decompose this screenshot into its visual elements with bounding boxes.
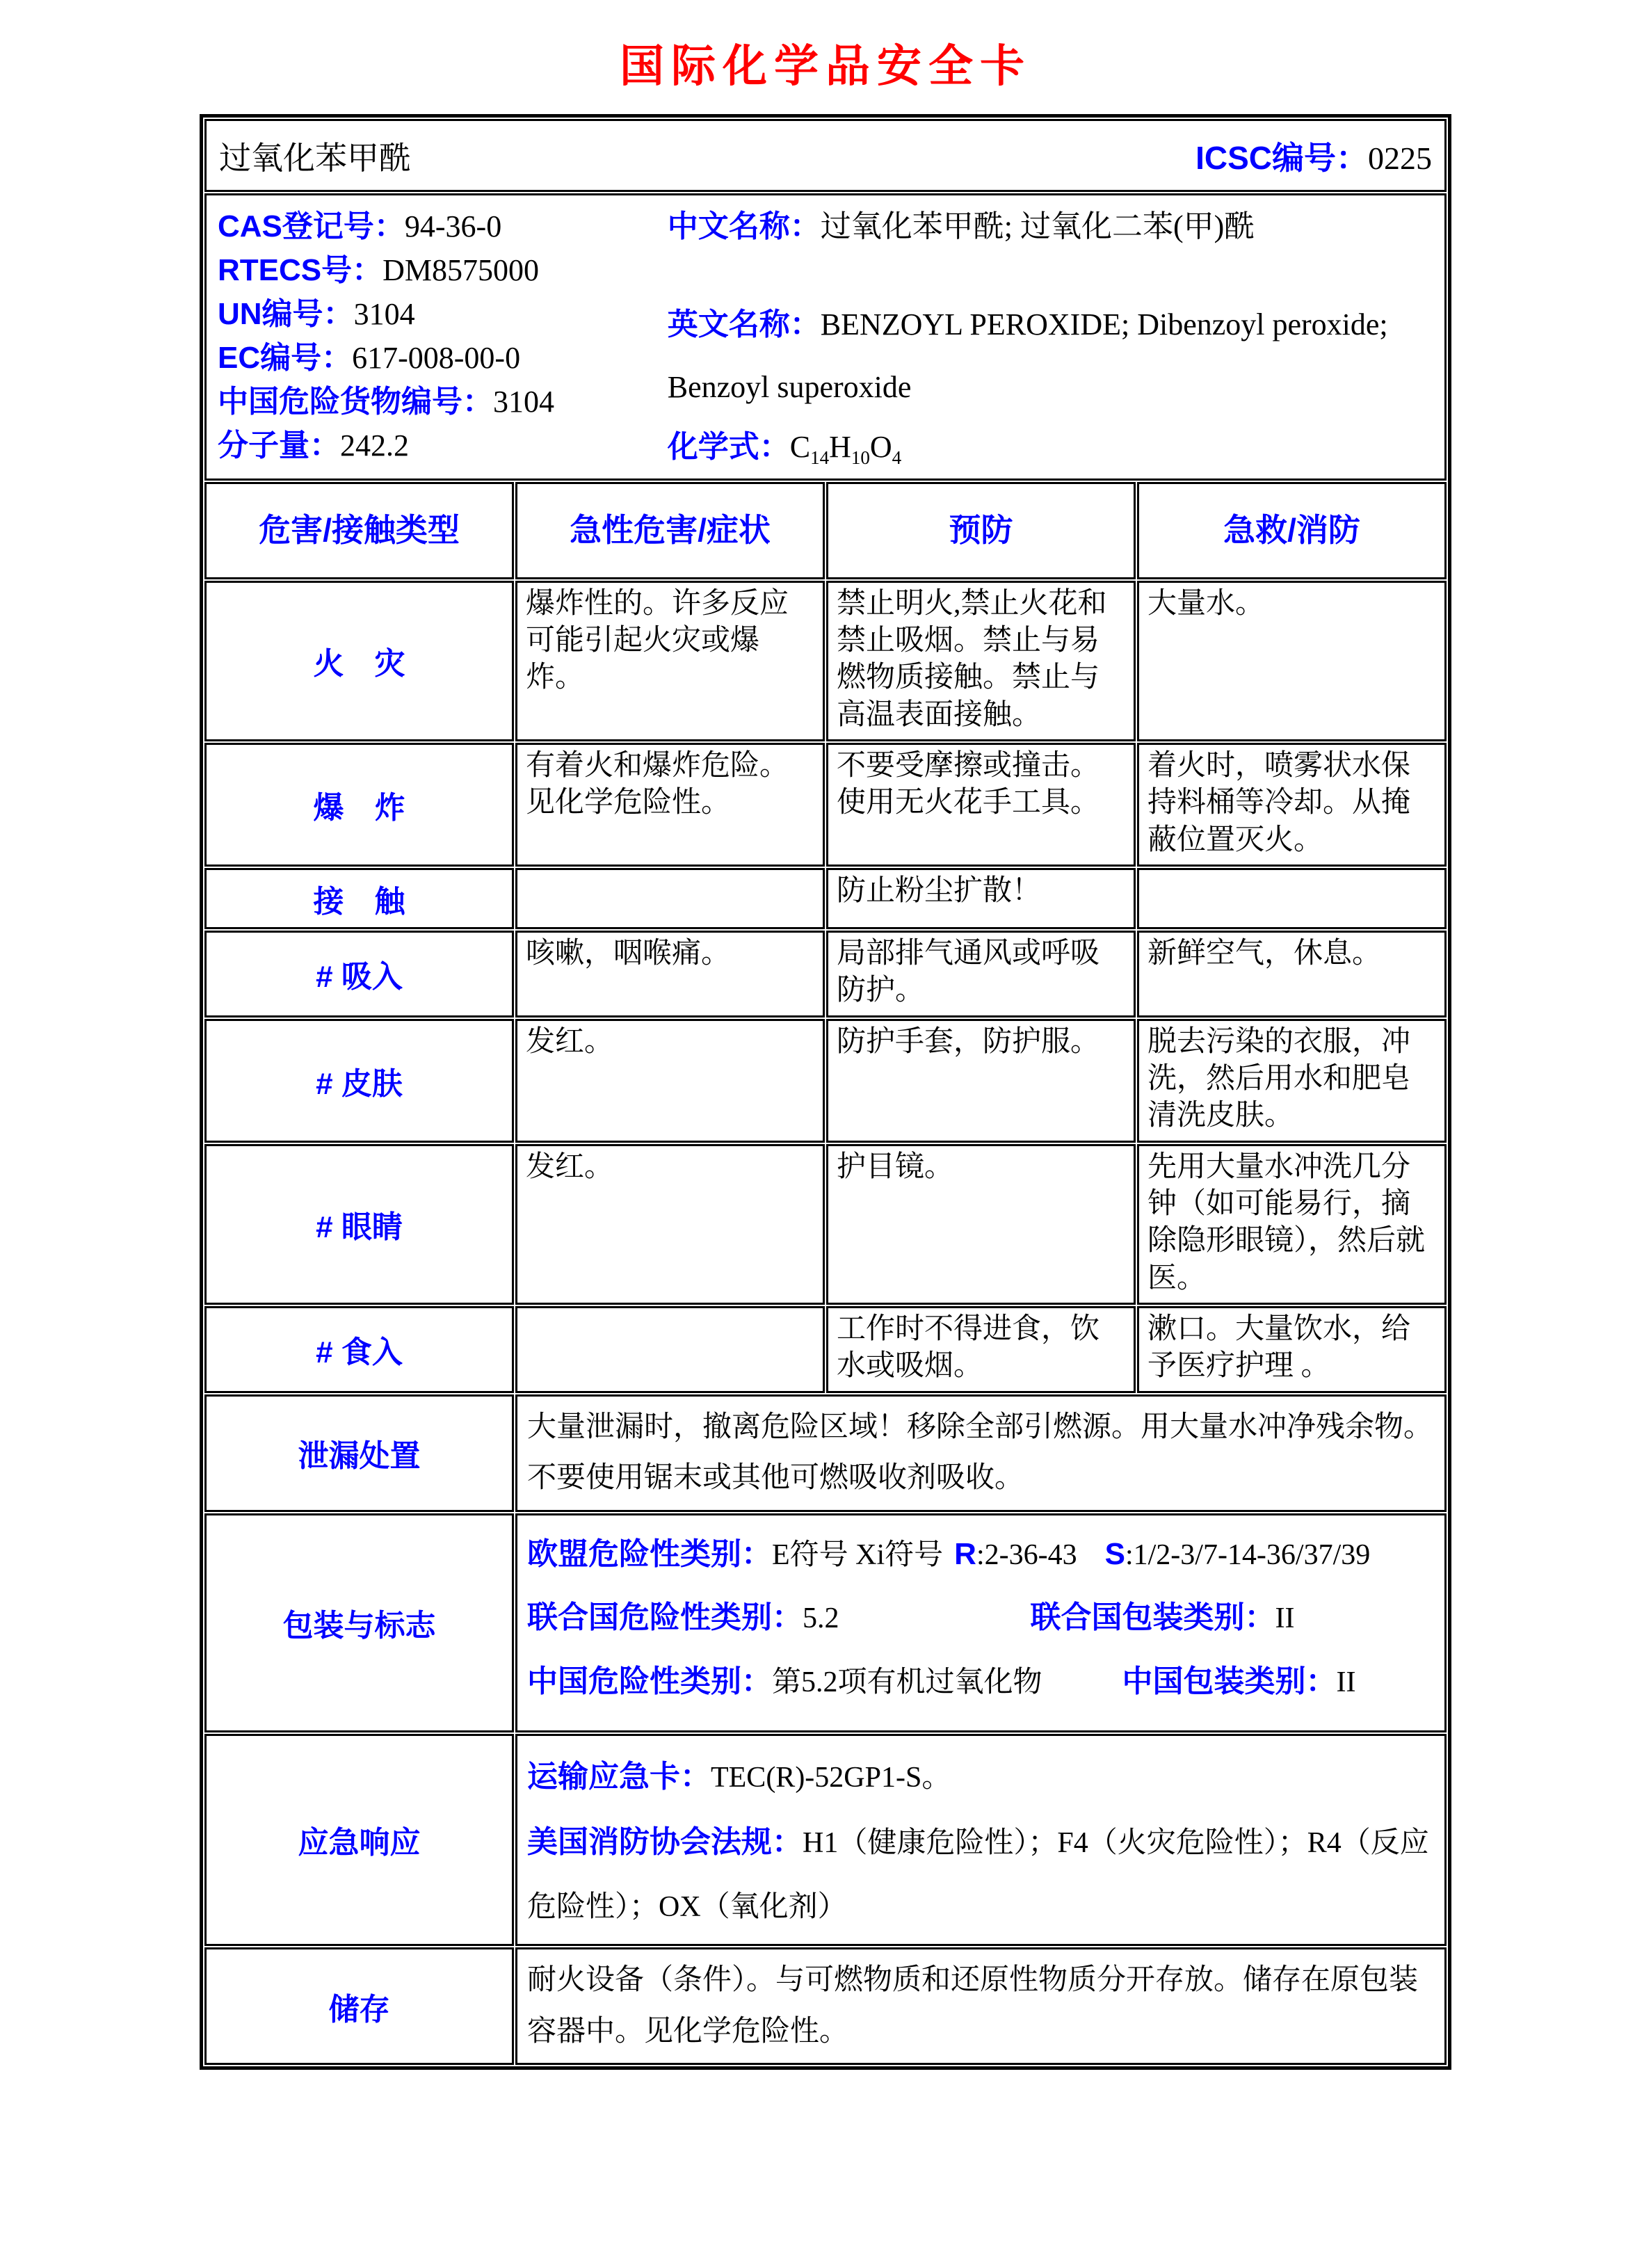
s-phrases-value: :1/2-3/7-14-36/37/39: [1125, 1538, 1371, 1571]
china-dg-number-value: 3104: [493, 384, 554, 419]
eu-class-label: 欧盟危险性类别：: [527, 1536, 772, 1571]
ec-number-label: EC编号：: [218, 340, 353, 375]
formula-element-c: C: [789, 430, 811, 465]
table-row-packaging: [204, 1513, 1447, 1732]
skin-prevention: 防护手套，防护服。: [826, 1019, 1136, 1143]
table-row-fire: [204, 581, 1447, 741]
table-row-spill: [204, 1394, 1447, 1512]
ingestion-prevention: 工作时不得进食，饮水或吸烟。: [826, 1306, 1136, 1393]
fire-symptom: 爆炸性的。许多反应可能引起火灾或爆炸。: [515, 581, 825, 741]
english-name-value: BENZOYL PEROXIDE; Dibenzoyl peroxide; Benzoyl superoxide: [667, 307, 1388, 405]
explosion-prevention: 不要受摩擦或撞击。使用无火花手工具。: [826, 743, 1136, 867]
table-row-eyes: [204, 1144, 1447, 1305]
english-name-label: 英文名称：: [667, 307, 821, 341]
formula-label: 化学式：: [667, 430, 790, 465]
table-row-contact: [204, 868, 1447, 929]
packaging-content: [515, 1513, 1447, 1732]
column-header-symptoms: 急性危害/症状: [515, 482, 825, 579]
formula-subscript-h: 10: [851, 447, 870, 469]
icsc-number-group: [1195, 133, 1432, 179]
table-row-emergency: [204, 1734, 1447, 1946]
r-phrases-group: [954, 1536, 1077, 1571]
explosion-symptom: 有着火和爆炸危险。见化学危险性。: [515, 743, 825, 867]
contact-prevention: 防止粉尘扩散！: [826, 868, 1136, 929]
un-class-value: 5.2: [803, 1602, 839, 1635]
row-label-emergency: 应急响应: [204, 1734, 514, 1946]
info-cell: [204, 193, 1447, 481]
inhalation-prevention: 局部排气通风或呼吸防护。: [826, 931, 1136, 1018]
table-row-inhalation: [204, 931, 1447, 1018]
icsc-page: [0, 31, 1651, 2268]
emergency-content: [515, 1734, 1447, 1946]
column-header-hazard-type: 危害/接触类型: [204, 482, 514, 579]
s-phrases-group: [1104, 1536, 1371, 1571]
card-header-row: [204, 119, 1447, 192]
chemical-formula: [789, 430, 902, 469]
cn-pack-label: 中国包装类别：: [1122, 1664, 1337, 1698]
row-label-ingestion: # 食入: [204, 1306, 514, 1393]
contact-firstaid: [1137, 868, 1447, 929]
cn-class-value: 第5.2项有机过氧化物: [772, 1666, 1042, 1698]
eyes-prevention: 护目镜。: [826, 1144, 1136, 1305]
chinese-name-label: 中文名称：: [667, 209, 821, 243]
eyes-symptom: 发红。: [515, 1144, 825, 1305]
cas-number-value: 94-36-0: [404, 209, 502, 243]
storage-text: 耐火设备（条件）。与可燃物质和还原性物质分开存放。储存在原包装容器中。见化学危险性。: [515, 1947, 1447, 2065]
table-row-storage: [204, 1947, 1447, 2065]
fire-firstaid: 大量水。: [1137, 581, 1447, 741]
explosion-firstaid: 着火时，喷雾状水保持料桶等冷却。从掩蔽位置灭火。: [1137, 743, 1447, 867]
cas-number-line: [218, 205, 668, 249]
row-label-packaging: 包装与标志: [204, 1513, 514, 1732]
row-label-spill: 泄漏处置: [204, 1394, 514, 1512]
cn-pack-value: II: [1336, 1666, 1356, 1698]
ingestion-symptom: [515, 1306, 825, 1393]
table-row-skin: [204, 1019, 1447, 1143]
molecular-weight-value: 242.2: [340, 428, 409, 463]
rtecs-number-line: [218, 249, 668, 293]
eu-class-line: [527, 1534, 1435, 1575]
contact-symptom: [515, 868, 825, 929]
rtecs-number-value: DM8575000: [382, 252, 540, 287]
chinese-name-value: 过氧化苯甲酰; 过氧化二苯(甲)酰: [820, 209, 1255, 243]
eyes-firstaid: 先用大量水冲洗几分钟（如可能易行，摘除隐形眼镜），然后就医。: [1137, 1144, 1447, 1305]
column-header-prevention: 预防: [826, 482, 1136, 579]
china-dg-number-line: [218, 380, 668, 424]
rtecs-number-label: RTECS号：: [218, 252, 383, 287]
spill-text: 大量泄漏时，撤离危险区域！移除全部引燃源。用大量水冲净残余物。不要使用锯末或其他可燃吸收剂吸收。: [515, 1394, 1447, 1512]
skin-firstaid: 脱去污染的衣服，冲洗，然后用水和肥皂清洗皮肤。: [1137, 1019, 1447, 1143]
tec-label: 运输应急卡：: [527, 1759, 711, 1794]
table-row-explosion: [204, 743, 1447, 867]
column-header-firstaid: 急救/消防: [1137, 482, 1447, 579]
un-pack-value: II: [1275, 1602, 1295, 1635]
cn-class-label: 中国危险性类别：: [527, 1664, 772, 1698]
english-name-line: [668, 293, 1433, 419]
info-row: [204, 193, 1447, 481]
nfpa-line: [527, 1810, 1435, 1938]
cn-class-line: [527, 1661, 1435, 1703]
un-pack-label: 联合国包装类别：: [1030, 1600, 1275, 1635]
formula-line: [668, 426, 1433, 471]
row-label-fire: 火 灾: [204, 581, 514, 741]
icsc-card: [200, 114, 1451, 2070]
inhalation-symptom: 咳嗽，咽喉痛。: [515, 931, 825, 1018]
registry-numbers: [218, 205, 668, 472]
formula-element-h: H: [829, 430, 851, 465]
china-dg-number-label: 中国危险货物编号：: [218, 384, 493, 419]
tec-line: [527, 1744, 1435, 1810]
un-number-label: UN编号：: [218, 296, 354, 331]
tec-value: TEC(R)-52GP1-S。: [711, 1761, 951, 1794]
un-number-line: [218, 293, 668, 337]
r-phrases-value: :2-36-43: [976, 1538, 1077, 1571]
formula-element-o: O: [869, 430, 892, 465]
chemical-names: [668, 205, 1433, 472]
icsc-number-value: 0225: [1368, 140, 1432, 176]
formula-subscript-o: 4: [892, 447, 902, 469]
un-pack-group: [1031, 1602, 1295, 1634]
eu-class-symbols: E符号 Xi符号: [772, 1538, 944, 1571]
table-row-ingestion: [204, 1306, 1447, 1393]
molecular-weight-line: [218, 424, 668, 468]
un-number-value: 3104: [353, 296, 415, 331]
row-label-contact: 接 触: [204, 868, 514, 929]
page-title: 国际化学品安全卡: [620, 41, 1031, 91]
row-label-explosion: 爆 炸: [204, 743, 514, 867]
chemical-name: 过氧化苯甲酰: [219, 140, 411, 176]
un-class-line: [527, 1597, 1435, 1639]
molecular-weight-label: 分子量：: [218, 428, 340, 463]
row-label-skin: # 皮肤: [204, 1019, 514, 1143]
inhalation-firstaid: 新鲜空气，休息。: [1137, 931, 1447, 1018]
ec-number-value: 617-008-00-0: [352, 340, 521, 375]
formula-subscript-c: 14: [810, 447, 830, 469]
skin-symptom: 发红。: [515, 1019, 825, 1143]
r-phrases-label: R: [954, 1536, 976, 1571]
cn-pack-group: [1122, 1666, 1356, 1698]
s-phrases-label: S: [1104, 1536, 1125, 1571]
icsc-table: [203, 118, 1448, 2066]
fire-prevention: 禁止明火,禁止火花和禁止吸烟。禁止与易燃物质接触。禁止与高温表面接触。: [826, 581, 1136, 741]
hazard-header-row: [204, 482, 1447, 579]
card-header-cell: [204, 119, 1447, 192]
ingestion-firstaid: 漱口。大量饮水，给予医疗护理 。: [1137, 1306, 1447, 1393]
un-class-label: 联合国危险性类别：: [527, 1600, 803, 1635]
row-label-storage: 储存: [204, 1947, 514, 2065]
ec-number-line: [218, 337, 668, 380]
chinese-name-line: [668, 205, 1433, 249]
nfpa-label: 美国消防协会法规：: [527, 1825, 803, 1860]
row-label-eyes: # 眼睛: [204, 1144, 514, 1305]
nfpa-value: H1（健康危险性）；F4（火灾危险性）；R4（反应危险性）；OX（氧化剂）: [527, 1827, 1429, 1923]
row-label-inhalation: # 吸入: [204, 931, 514, 1018]
icsc-number-label: ICSC编号：: [1195, 139, 1368, 176]
cas-number-label: CAS登记号：: [218, 209, 405, 243]
